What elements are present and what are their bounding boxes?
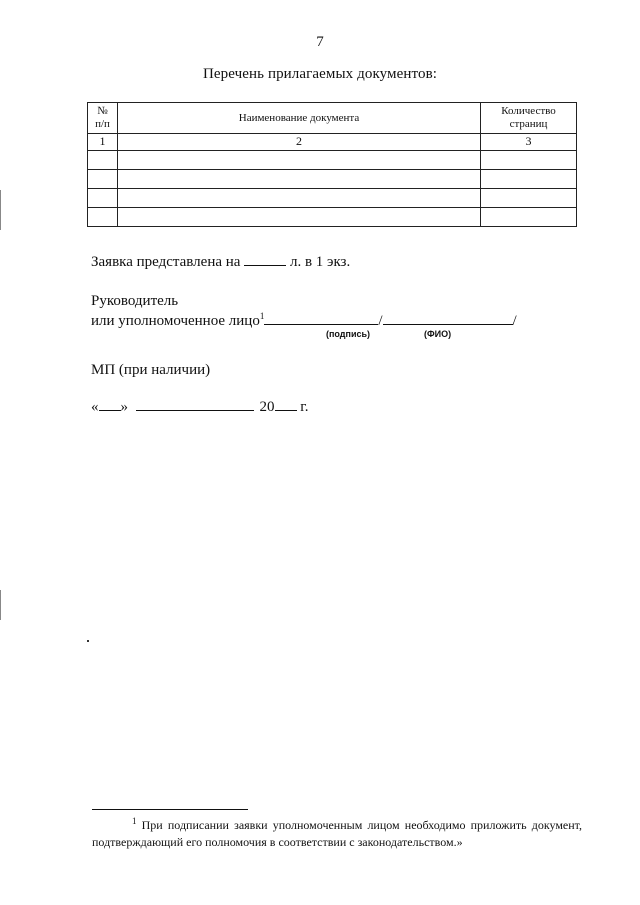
- signatory-line: [91, 313, 517, 330]
- attached-documents-table: [87, 102, 577, 227]
- footnote-text: При подписании заявки уполномоченным лицом необходимо приложить документ, подтверждающий его полномочия в соответствии с законодательством.»: [92, 818, 583, 849]
- table-cell[interactable]: [118, 189, 481, 208]
- signatory-title: Руководитель: [91, 293, 179, 309]
- table-cell[interactable]: [481, 208, 577, 227]
- table-cell[interactable]: [88, 170, 118, 189]
- header-page-count-text: Количество страниц: [501, 105, 556, 130]
- numbering-cell: 3: [481, 134, 577, 151]
- slash-separator: /: [512, 313, 517, 329]
- scan-speck: [87, 640, 89, 642]
- header-number-text: № п/п: [95, 105, 110, 130]
- application-pages-line: [91, 254, 350, 271]
- signature-field[interactable]: [264, 324, 378, 325]
- signatory-label: или уполномоченное лицо: [91, 313, 260, 329]
- year-field[interactable]: [275, 410, 297, 411]
- day-field[interactable]: [99, 410, 121, 411]
- table-row: [88, 208, 577, 227]
- table-row: [88, 170, 577, 189]
- date-open-quote: «: [91, 399, 99, 415]
- scan-margin-mark: [0, 590, 1, 620]
- footnote: [92, 817, 582, 851]
- header-document-name: Наименование документа: [118, 103, 481, 134]
- slash-separator: /: [378, 313, 383, 329]
- full-name-field[interactable]: [383, 324, 513, 325]
- header-number: [88, 103, 118, 134]
- application-prefix: Заявка представлена на: [91, 254, 241, 270]
- signature-caption: (подпись): [326, 329, 371, 339]
- header-page-count: [481, 103, 577, 134]
- document-list-title: Перечень прилагаемых документов:: [202, 66, 438, 82]
- table-cell[interactable]: [481, 151, 577, 170]
- table-cell[interactable]: [118, 170, 481, 189]
- table-row: [88, 151, 577, 170]
- footnote-separator: [92, 809, 248, 810]
- numbering-cell: 2: [118, 134, 481, 151]
- name-caption: (ФИО): [424, 329, 452, 339]
- footnote-mark: 1: [132, 816, 137, 826]
- numbering-cell: 1: [88, 134, 118, 151]
- page-number: 7: [316, 34, 324, 50]
- table-cell[interactable]: [88, 208, 118, 227]
- table-cell[interactable]: [118, 208, 481, 227]
- stamp-label: МП (при наличии): [91, 362, 211, 378]
- table-cell[interactable]: [88, 189, 118, 208]
- table-numbering-row: [88, 134, 577, 151]
- table-cell[interactable]: [88, 151, 118, 170]
- year-prefix: 20: [259, 399, 275, 415]
- application-suffix: л. в 1 экз.: [289, 254, 351, 270]
- footnote-reference: 1: [259, 311, 265, 321]
- table-cell[interactable]: [481, 170, 577, 189]
- table-header-row: [88, 103, 577, 134]
- table-row: [88, 189, 577, 208]
- year-suffix: г.: [300, 399, 309, 415]
- pages-count-field[interactable]: [244, 265, 286, 266]
- date-close-quote: »: [120, 399, 128, 415]
- table-cell[interactable]: [118, 151, 481, 170]
- date-line: [91, 399, 308, 416]
- scan-margin-mark: [0, 190, 1, 230]
- month-field[interactable]: [136, 410, 254, 411]
- table-cell[interactable]: [481, 189, 577, 208]
